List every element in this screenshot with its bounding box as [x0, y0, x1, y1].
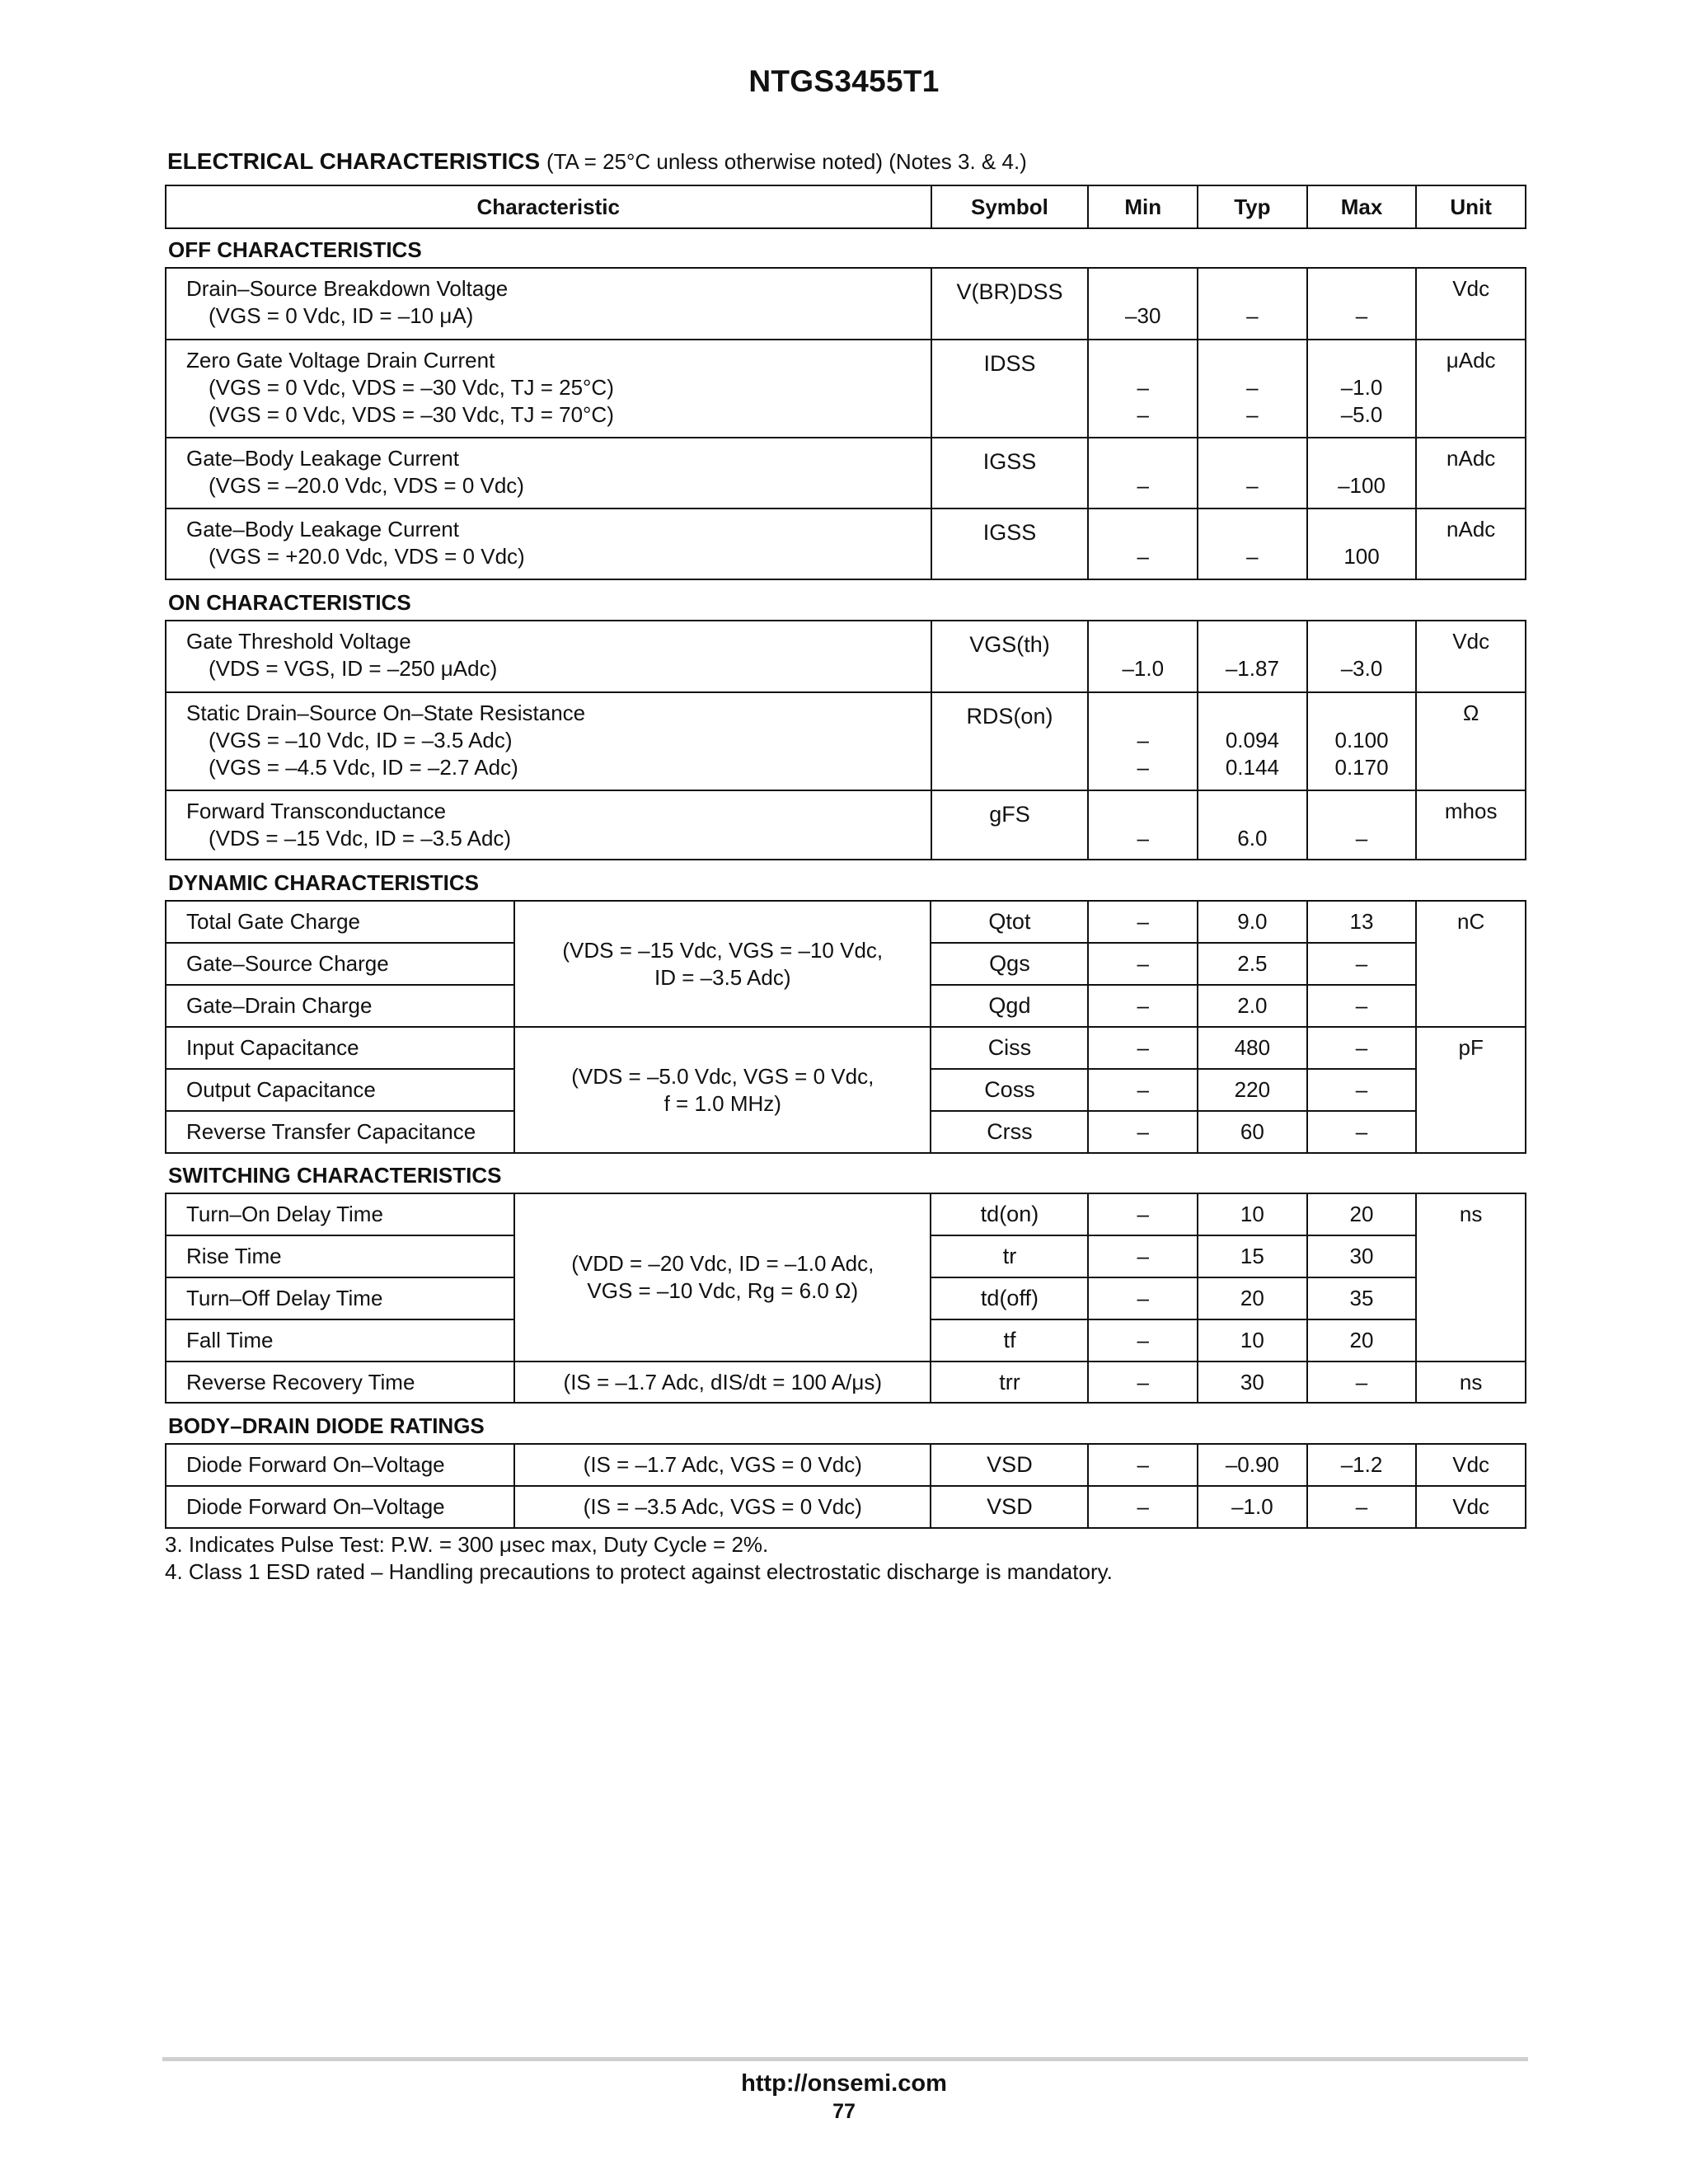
characteristic-name: Static Drain–Source On–State Resistance: [186, 701, 586, 725]
symbol-cell: td(on): [931, 1193, 1088, 1235]
unit-cell: Vdc: [1416, 1444, 1526, 1486]
max-cell: 100: [1307, 509, 1417, 579]
typ-value: 0.094: [1225, 728, 1279, 752]
typ-cell: 2.5: [1198, 943, 1307, 985]
unit-cell: nC: [1416, 901, 1526, 1027]
max-cell: –: [1307, 943, 1417, 985]
on-characteristics-title: ON CHARACTERISTICS: [168, 590, 411, 615]
symbol-cell: RDS(on): [931, 692, 1089, 790]
col-min: Min: [1088, 185, 1198, 228]
unit-cell: Vdc: [1416, 621, 1526, 692]
unit-cell: pF: [1416, 1027, 1526, 1153]
characteristic-name: Gate–Body Leakage Current: [186, 517, 459, 541]
test-condition: [514, 1027, 931, 1153]
table-row: [166, 1361, 1526, 1403]
unit-cell: Vdc: [1416, 1486, 1526, 1528]
col-max: Max: [1307, 185, 1417, 228]
symbol-cell: td(off): [931, 1277, 1088, 1319]
max-cell: –1.2: [1307, 1444, 1417, 1486]
table-row: [166, 1444, 1526, 1486]
max-cell: 13: [1307, 901, 1417, 943]
min-cell: –: [1088, 985, 1198, 1027]
max-cell: –100: [1307, 438, 1417, 509]
condition-line: (VDS = –5.0 Vdc, VGS = 0 Vdc,: [571, 1063, 874, 1089]
symbol-cell: tf: [931, 1319, 1088, 1361]
condition-line: (VDD = –20 Vdc, ID = –1.0 Adc,: [571, 1251, 874, 1276]
max-value: –5.0: [1340, 402, 1383, 427]
characteristic-name: Total Gate Charge: [166, 901, 514, 943]
table-row: [166, 438, 1526, 509]
min-cell: –: [1088, 1486, 1198, 1528]
test-condition: (IS = –1.7 Adc, VGS = 0 Vdc): [514, 1444, 931, 1486]
on-characteristics-table: [165, 620, 1526, 860]
typ-cell: 60: [1198, 1111, 1307, 1153]
symbol-cell: trr: [931, 1361, 1088, 1403]
switching-characteristics-table: [165, 1193, 1526, 1404]
min-cell: –: [1088, 1277, 1198, 1319]
typ-cell: 9.0: [1198, 901, 1307, 943]
test-condition: (VDS = VGS, ID = –250 μAdc): [209, 656, 498, 681]
characteristic-name: Turn–Off Delay Time: [166, 1277, 514, 1319]
test-condition: (VDS = –15 Vdc, ID = –3.5 Adc): [209, 826, 512, 851]
off-characteristics-title: OFF CHARACTERISTICS: [168, 237, 422, 262]
typ-cell: [1198, 340, 1307, 438]
page-number: 77: [832, 2100, 856, 2123]
off-characteristics-table: [165, 267, 1526, 580]
max-cell: –: [1307, 1361, 1417, 1403]
footnote: 3. Indicates Pulse Test: P.W. = 300 μsec max, Duty Cycle = 2%.: [165, 1532, 769, 1557]
typ-cell: 15: [1198, 1235, 1307, 1277]
typ-cell: 20: [1198, 1277, 1307, 1319]
symbol-cell: IGSS: [931, 509, 1089, 579]
typ-value: –: [1246, 375, 1259, 400]
condition-line: ID = –3.5 Adc): [654, 964, 791, 990]
min-cell: –: [1088, 1027, 1198, 1069]
typ-cell: 10: [1198, 1319, 1307, 1361]
part-number-title: NTGS3455T1: [748, 64, 940, 98]
symbol-cell: Crss: [931, 1111, 1088, 1153]
characteristic-name: Gate–Source Charge: [166, 943, 514, 985]
table-row: [166, 340, 1526, 438]
test-condition: (VGS = 0 Vdc, ID = –10 μA): [209, 303, 474, 328]
footnotes: [165, 1531, 1113, 1586]
test-condition: (VGS = 0 Vdc, VDS = –30 Vdc, TJ = 25°C): [209, 375, 614, 400]
electrical-characteristics-heading: [167, 148, 1027, 175]
symbol-cell: Qtot: [931, 901, 1088, 943]
max-cell: 20: [1307, 1193, 1417, 1235]
min-cell: –1.0: [1088, 621, 1198, 692]
min-cell: –: [1088, 1444, 1198, 1486]
min-cell: –30: [1088, 268, 1198, 340]
typ-value: –: [1246, 402, 1259, 427]
symbol-cell: VSD: [931, 1486, 1088, 1528]
table-row: [166, 790, 1526, 860]
table-row: [166, 509, 1526, 579]
characteristic-name: Zero Gate Voltage Drain Current: [186, 348, 495, 373]
characteristic-name: Output Capacitance: [166, 1069, 514, 1111]
max-cell: 35: [1307, 1277, 1417, 1319]
min-cell: –: [1088, 790, 1198, 860]
min-cell: –: [1088, 901, 1198, 943]
characteristic-name: Turn–On Delay Time: [166, 1193, 514, 1235]
unit-cell: ns: [1416, 1193, 1526, 1361]
unit-cell: nAdc: [1416, 509, 1526, 579]
characteristic-name: Input Capacitance: [166, 1027, 514, 1069]
footnote: 4. Class 1 ESD rated – Handling precautions to protect against electrostatic discharge is mandatory.: [165, 1559, 1113, 1584]
heading-conditions: (TA = 25°C unless otherwise noted) (Notes 3. & 4.): [546, 149, 1027, 174]
col-characteristic: Characteristic: [166, 185, 931, 228]
table-row: [166, 621, 1526, 692]
table-row: [166, 268, 1526, 340]
characteristic-name: Diode Forward On–Voltage: [166, 1444, 514, 1486]
typ-value: 0.144: [1225, 755, 1279, 780]
characteristic-name: Drain–Source Breakdown Voltage: [186, 276, 509, 301]
table-row: [166, 1486, 1526, 1528]
symbol-cell: tr: [931, 1235, 1088, 1277]
test-condition: (VGS = +20.0 Vdc, VDS = 0 Vdc): [209, 544, 525, 569]
test-condition: (IS = –1.7 Adc, dIS/dt = 100 A/μs): [514, 1361, 931, 1403]
max-cell: 30: [1307, 1235, 1417, 1277]
typ-cell: 30: [1198, 1361, 1307, 1403]
symbol-cell: Qgs: [931, 943, 1088, 985]
footer-url-link[interactable]: http://onsemi.com: [741, 2070, 947, 2097]
characteristic-name: Rise Time: [166, 1235, 514, 1277]
max-cell: –: [1307, 1486, 1417, 1528]
test-condition: (VGS = 0 Vdc, VDS = –30 Vdc, TJ = 70°C): [209, 402, 614, 427]
typ-cell: –1.87: [1198, 621, 1307, 692]
col-symbol: Symbol: [931, 185, 1089, 228]
symbol-cell: VGS(th): [931, 621, 1089, 692]
symbol-cell: VSD: [931, 1444, 1088, 1486]
test-condition: (VGS = –20.0 Vdc, VDS = 0 Vdc): [209, 473, 524, 498]
table-row: [166, 1027, 1526, 1069]
symbol-cell: Ciss: [931, 1027, 1088, 1069]
min-cell: –: [1088, 509, 1198, 579]
condition-line: f = 1.0 MHz): [663, 1090, 781, 1116]
unit-cell: Ω: [1416, 692, 1526, 790]
test-condition: (VGS = –4.5 Vdc, ID = –2.7 Adc): [209, 755, 518, 780]
symbol-cell: IDSS: [931, 340, 1089, 438]
min-cell: –: [1088, 438, 1198, 509]
max-cell: –3.0: [1307, 621, 1417, 692]
min-value: –: [1137, 728, 1149, 752]
col-unit: Unit: [1416, 185, 1526, 228]
table-row: [166, 1193, 1526, 1235]
max-cell: 20: [1307, 1319, 1417, 1361]
min-value: –: [1137, 755, 1149, 780]
max-cell: –: [1307, 1027, 1417, 1069]
characteristic-name: Diode Forward On–Voltage: [166, 1486, 514, 1528]
typ-cell: –0.90: [1198, 1444, 1307, 1486]
typ-cell: 2.0: [1198, 985, 1307, 1027]
min-cell: –: [1088, 1193, 1198, 1235]
typ-cell: [1198, 692, 1307, 790]
table-row: [166, 692, 1526, 790]
symbol-cell: IGSS: [931, 438, 1089, 509]
column-header-table: [165, 185, 1526, 229]
max-value: –1.0: [1340, 375, 1383, 400]
condition-line: VGS = –10 Vdc, Rg = 6.0 Ω): [587, 1278, 859, 1303]
max-value: 0.100: [1334, 728, 1389, 752]
footer-divider: [162, 2057, 1528, 2061]
max-cell: –: [1307, 268, 1417, 340]
characteristic-name: Reverse Transfer Capacitance: [166, 1111, 514, 1153]
min-cell: –: [1088, 1235, 1198, 1277]
max-cell: –: [1307, 1111, 1417, 1153]
characteristic-name: Forward Transconductance: [186, 799, 447, 823]
typ-cell: –: [1198, 438, 1307, 509]
body-drain-diode-table: [165, 1443, 1526, 1529]
min-value: –: [1137, 402, 1149, 427]
condition-line: (VDS = –15 Vdc, VGS = –10 Vdc,: [562, 937, 884, 963]
min-cell: –: [1088, 943, 1198, 985]
typ-cell: 220: [1198, 1069, 1307, 1111]
typ-cell: 10: [1198, 1193, 1307, 1235]
unit-cell: ns: [1416, 1361, 1526, 1403]
max-cell: [1307, 692, 1417, 790]
heading-title: ELECTRICAL CHARACTERISTICS: [167, 148, 541, 174]
unit-cell: μAdc: [1416, 340, 1526, 438]
typ-cell: –: [1198, 268, 1307, 340]
unit-cell: Vdc: [1416, 268, 1526, 340]
table-row: [166, 901, 1526, 943]
unit-cell: mhos: [1416, 790, 1526, 860]
symbol-cell: Coss: [931, 1069, 1088, 1111]
max-value: 0.170: [1334, 755, 1389, 780]
characteristic-name: Gate–Drain Charge: [166, 985, 514, 1027]
characteristic-name: Reverse Recovery Time: [166, 1361, 514, 1403]
unit-cell: nAdc: [1416, 438, 1526, 509]
max-cell: –: [1307, 790, 1417, 860]
symbol-cell: gFS: [931, 790, 1089, 860]
min-cell: –: [1088, 1319, 1198, 1361]
min-value: –: [1137, 375, 1149, 400]
symbol-cell: Qgd: [931, 985, 1088, 1027]
characteristic-name: Fall Time: [166, 1319, 514, 1361]
col-typ: Typ: [1198, 185, 1307, 228]
dynamic-characteristics-title: DYNAMIC CHARACTERISTICS: [168, 870, 479, 895]
typ-cell: –1.0: [1198, 1486, 1307, 1528]
dynamic-characteristics-table: [165, 900, 1526, 1154]
min-cell: –: [1088, 1111, 1198, 1153]
min-cell: [1088, 340, 1198, 438]
test-condition: (IS = –3.5 Adc, VGS = 0 Vdc): [514, 1486, 931, 1528]
switching-characteristics-title: SWITCHING CHARACTERISTICS: [168, 1163, 502, 1188]
min-cell: [1088, 692, 1198, 790]
max-cell: –: [1307, 1069, 1417, 1111]
typ-cell: 6.0: [1198, 790, 1307, 860]
test-condition: (VGS = –10 Vdc, ID = –3.5 Adc): [209, 728, 513, 752]
body-drain-diode-ratings-title: BODY–DRAIN DIODE RATINGS: [168, 1413, 485, 1438]
typ-cell: 480: [1198, 1027, 1307, 1069]
test-condition: [514, 1193, 931, 1361]
min-cell: –: [1088, 1069, 1198, 1111]
typ-cell: –: [1198, 509, 1307, 579]
test-condition: [514, 901, 931, 1027]
characteristic-name: Gate–Body Leakage Current: [186, 446, 459, 471]
min-cell: –: [1088, 1361, 1198, 1403]
characteristic-name: Gate Threshold Voltage: [186, 629, 411, 654]
max-cell: [1307, 340, 1417, 438]
symbol-cell: V(BR)DSS: [931, 268, 1089, 340]
max-cell: –: [1307, 985, 1417, 1027]
